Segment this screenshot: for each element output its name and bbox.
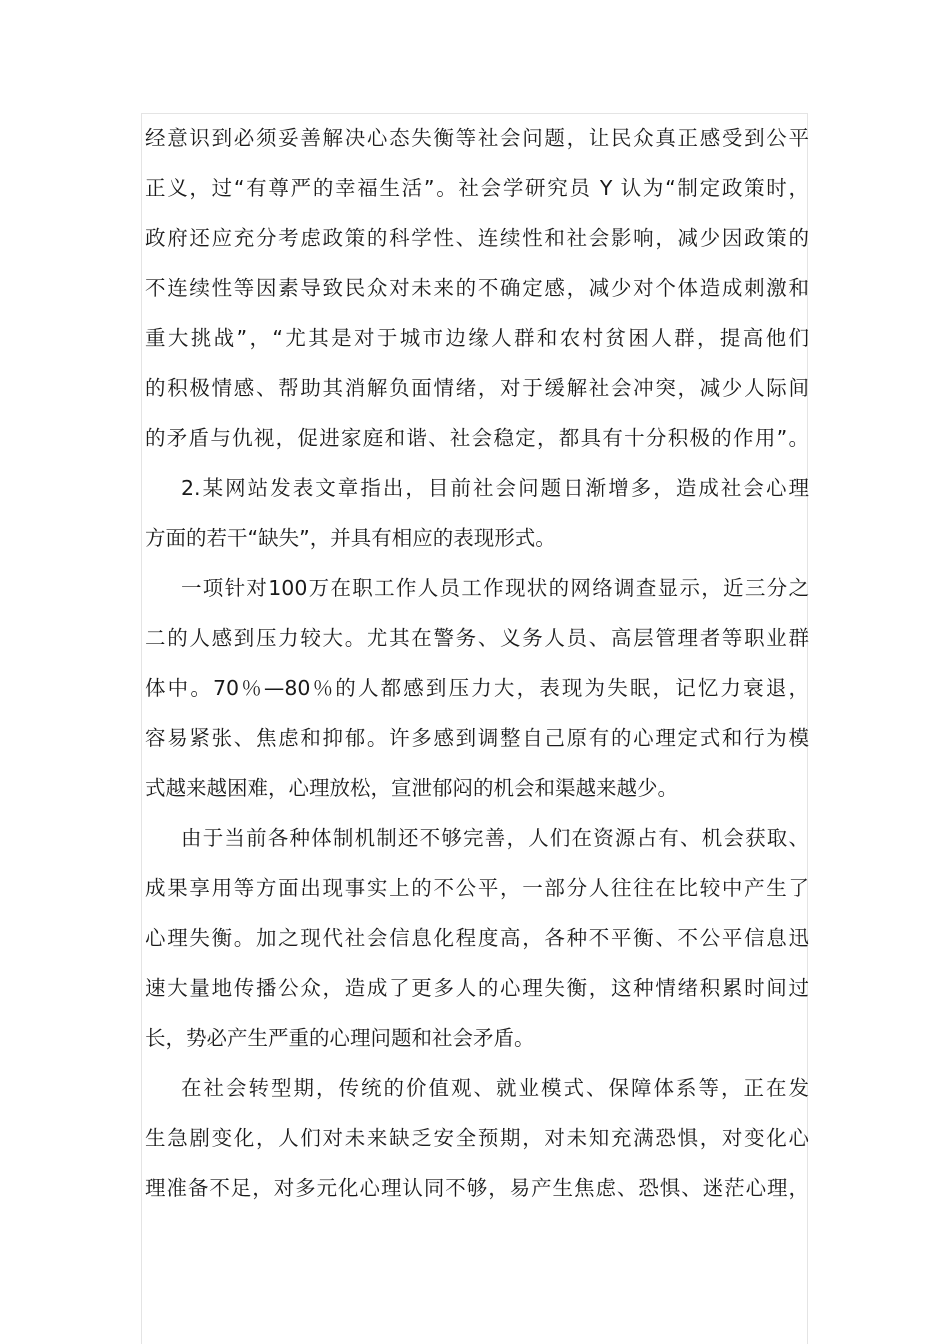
text-line: 容易紧张、焦虑和抑郁。许多感到调整自己原有的心理定式和行为模: [145, 726, 809, 750]
text-line: 一项针对100万在职工作人员工作现状的网络调查显示，近三分之: [181, 576, 809, 600]
paragraph-item-2: [145, 463, 809, 563]
text-line: 速大量地传播公众，造成了更多人的心理失衡，这种情绪积累时间过: [145, 976, 809, 1000]
text-line: 重大挑战”，“尤其是对于城市边缘人群和农村贫困人群，提高他们: [145, 326, 809, 350]
paragraph-imbalance: [145, 813, 809, 1063]
text-line: 的积极情感、帮助其消解负面情绪，对于缓解社会冲突，减少人际间: [145, 376, 809, 400]
text-line: 二的人感到压力较大。尤其在警务、义务人员、高层管理者等职业群: [145, 626, 809, 650]
text-line: 成果享用等方面出现事实上的不公平，一部分人往往在比较中产生了: [145, 876, 809, 900]
text-line: 经意识到必须妥善解决心态失衡等社会问题，让民众真正感受到公平: [145, 126, 809, 150]
text-line: 长，势必产生严重的心理问题和社会矛盾。: [145, 1026, 535, 1050]
text-line: 由于当前各种体制机制还不够完善，人们在资源占有、机会获取、: [181, 826, 809, 850]
text-line: 心理失衡。加之现代社会信息化程度高，各种不平衡、不公平信息迅: [145, 926, 809, 950]
text-line: 在社会转型期，传统的价值观、就业模式、保障体系等，正在发: [181, 1076, 809, 1100]
text-line: 2.某网站发表文章指出，目前社会问题日渐增多，造成社会心理: [181, 476, 809, 500]
text-line: 式越来越困难，心理放松，宣泄郁闷的机会和渠越来越少。: [145, 776, 678, 800]
text-line: 政府还应充分考虑政策的科学性、连续性和社会影响，减少因政策的: [145, 226, 809, 250]
text-line: 生急剧变化，人们对未来缺乏安全预期，对未知充满恐惧，对变化心: [145, 1126, 809, 1150]
text-line: 的矛盾与仇视，促进家庭和谐、社会稳定，都具有十分积极的作用”。: [145, 426, 809, 450]
paragraph-transition: [145, 1063, 809, 1213]
text-line: 理准备不足，对多元化心理认同不够，易产生焦虑、恐惧、迷茫心理，: [145, 1176, 809, 1200]
document-body: [145, 113, 809, 1213]
text-line: 方面的若干“缺失”，并具有相应的表现形式。: [145, 526, 556, 550]
paragraph-continuation: [145, 113, 809, 463]
text-line: 体中。70％—80％的人都感到压力大，表现为失眠，记忆力衰退，: [145, 676, 809, 700]
text-line: 不连续性等因素导致民众对未来的不确定感，减少对个体造成刺激和: [145, 276, 809, 300]
paragraph-survey: [145, 563, 809, 813]
text-line: 正义，过“有尊严的幸福生活”。社会学研究员 Y 认为“制定政策时，: [145, 176, 809, 200]
